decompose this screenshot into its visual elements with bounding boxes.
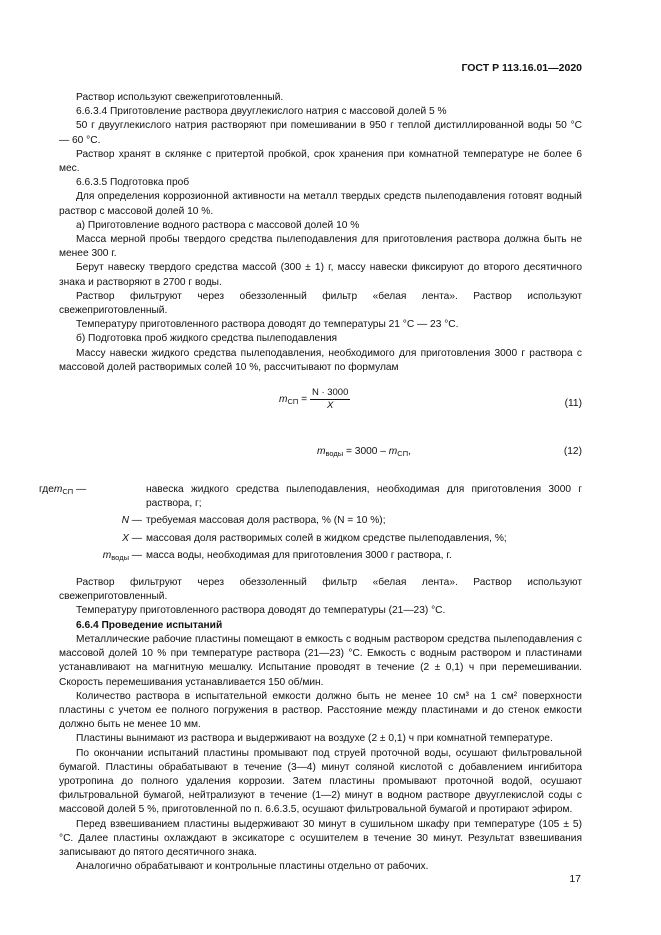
where-description: навеска жидкого средства пылеподавления, необходимая для приготовления 3000 г раствора, г;	[146, 484, 582, 510]
paragraph: Раствор используют свежеприготовленный.	[76, 92, 284, 103]
formula-12-rhs-symbol: m	[388, 446, 398, 458]
formula-12-lhs-sub: воды	[325, 449, 344, 459]
paragraph: Берут навеску твердого средства массой (300 ± 1) г, массу навески фиксируют до второго десятичного знака и растворяют в 2700 г воды.	[59, 262, 582, 288]
formula-11-expression	[279, 387, 350, 412]
paragraph: Раствор фильтруют через обеззоленный фильтр «белая лента». Раствор используют свежеприготовленный.	[59, 290, 582, 317]
where-dash: —	[128, 532, 142, 544]
where-term	[59, 532, 142, 546]
where-item	[59, 532, 582, 546]
formula-11-equals: =	[298, 394, 310, 406]
formula-12-tail: ,	[408, 446, 411, 458]
paragraph: Раствор хранят в склянке с притертой пробкой, срок хранения при комнатной температуре не более 6 мес.	[59, 148, 582, 175]
paragraph: Масса мерной пробы твердого средства пылеподавления для приготовления раствора должна быть не менее 300 г.	[59, 234, 582, 260]
where-symbol: N	[121, 515, 129, 527]
where-dash: —	[128, 515, 142, 527]
where-description: масса воды, необходимая для приготовления 3000 г раствора, г.	[146, 549, 452, 561]
paragraph: Металлические рабочие пластины помещают в емкость с водным раствором средства пылеподавления с массовой долей 10 % при температуре раствора (21—23) °С. Емкость с водным раствором и пластинами устанавливают на магнитную мешалку. Испытание проводят в течение (2 ± 0,1) ч при перемешивании. Скорость перемешивания устанавливается 150 об/мин.	[59, 633, 582, 688]
standard-code-header: ГОСТ Р 113.16.01—2020	[461, 62, 582, 74]
section-heading: 6.6.4 Проведение испытаний	[76, 619, 223, 631]
list-item-heading: б) Подготовка проб жидкого средства пылеподавления	[76, 333, 338, 345]
formula-12-lhs-symbol: m	[317, 446, 326, 458]
paragraph: 50 г двууглекислого натрия растворяют при помешивании в 950 г теплой дистиллированной воды 50 °С — 60 °С.	[59, 120, 582, 146]
formula-12-number: (12)	[563, 446, 582, 458]
where-symbol-sub: воды	[111, 552, 129, 562]
paragraph: Перед взвешиванием пластины выдерживают 30 минут в сушильном шкафу при температуре (105 ± 5) °С. Далее пластины охлаждают в эксикаторе с осушителем в течение 30 минут. Результат взвешивания записывают до пятого десятичного знака.	[59, 818, 582, 858]
paragraph: Аналогично обрабатывают и контрольные пластины отдельно от рабочих.	[76, 861, 429, 873]
where-dash: —	[128, 549, 142, 561]
where-item	[59, 514, 582, 528]
paragraph: Температуру приготовленного раствора доводят до температуры 21 °С — 23 °С.	[76, 319, 459, 331]
formula-11-denominator: X	[326, 400, 334, 412]
where-item	[59, 549, 582, 563]
where-term	[39, 483, 142, 511]
paragraph: Температуру приготовленного раствора доводят до температуры (21—23) °С.	[76, 605, 446, 617]
paragraph: По окончании испытаний пластины промывают под струей проточной воды, осушают фильтровальной бумагой. Пластины обрабатывают в течение (3—4) минут соляной кислотой с добавлением ингибитора уротропина до полного удаления коррозии. Затем пластины промывают проточной водой, осушают фильтровальной бумагой, нейтрализуют в течение (1—2) минут в водном растворе двууглекислой соды с массовой долей 5 %, приготовленной по п. 6.6.3.5, осушают фильтровальной бумагой и протирают эфиром.	[59, 747, 582, 816]
where-prefix: где	[39, 484, 54, 496]
subsection-heading: 6.6.3.5 Подготовка проб	[76, 177, 190, 189]
paragraph: Для определения коррозионной активности на металл твердых средств пылеподавления готовят водный раствор с массовой долей 10 %.	[59, 191, 582, 217]
page-content	[39, 91, 582, 874]
paragraph: Массу навески жидкого средства пылеподавления, необходимого для приготовления 3000 г раствора с массовой долей растворимых солей 10 %, рассчитывают по формулам	[59, 347, 582, 373]
where-term	[59, 549, 142, 563]
where-symbol-sub: СП	[62, 487, 74, 497]
where-symbol: m	[53, 484, 63, 496]
formula-11-numerator: N · 3000	[311, 387, 349, 399]
where-description: массовая доля растворимых солей в жидком средстве пылеподавления, %;	[146, 532, 507, 544]
where-symbol: X	[122, 532, 129, 544]
where-term	[59, 514, 142, 528]
list-item-heading: а) Приготовление водного раствора с массовой долей 10 %	[76, 219, 360, 231]
formula-12-rhs: = 3000 –	[343, 446, 389, 458]
formula-11-lhs-symbol: m	[279, 394, 288, 406]
where-symbol: m	[102, 549, 112, 561]
paragraph: Количество раствора в испытательной емкости должно быть не менее 10 см³ на 1 см² поверхности пластины с учетом ее полного погружения в раствор. Расстояние между пластинами и до стенок емкости должно быть не менее 10 мм.	[59, 690, 582, 731]
where-description: требуемая массовая доля раствора, % (N = 10 %);	[146, 515, 386, 527]
page-number: 17	[569, 873, 581, 885]
formula-11	[59, 387, 582, 427]
formula-12	[59, 435, 582, 475]
formula-11-number: (11)	[564, 398, 582, 410]
formula-12-rhs-sub: СП	[397, 449, 409, 459]
formula-11-lhs-sub: СП	[287, 397, 299, 407]
paragraph: Пластины вынимают из раствора и выдерживают на воздухе (2 ± 0,1) ч при комнатной температуре.	[76, 733, 553, 745]
paragraph: Раствор фильтруют через обеззоленный фильтр «белая лента». Раствор используют свежеприготовленный.	[59, 577, 582, 603]
where-item	[39, 483, 582, 511]
formula-11-fraction	[310, 387, 350, 412]
formula-12-expression	[317, 445, 411, 459]
subsection-heading: 6.6.3.4 Приготовление раствора двууглекислого натрия с массовой долей 5 %	[76, 106, 447, 118]
where-dash: —	[73, 484, 87, 496]
